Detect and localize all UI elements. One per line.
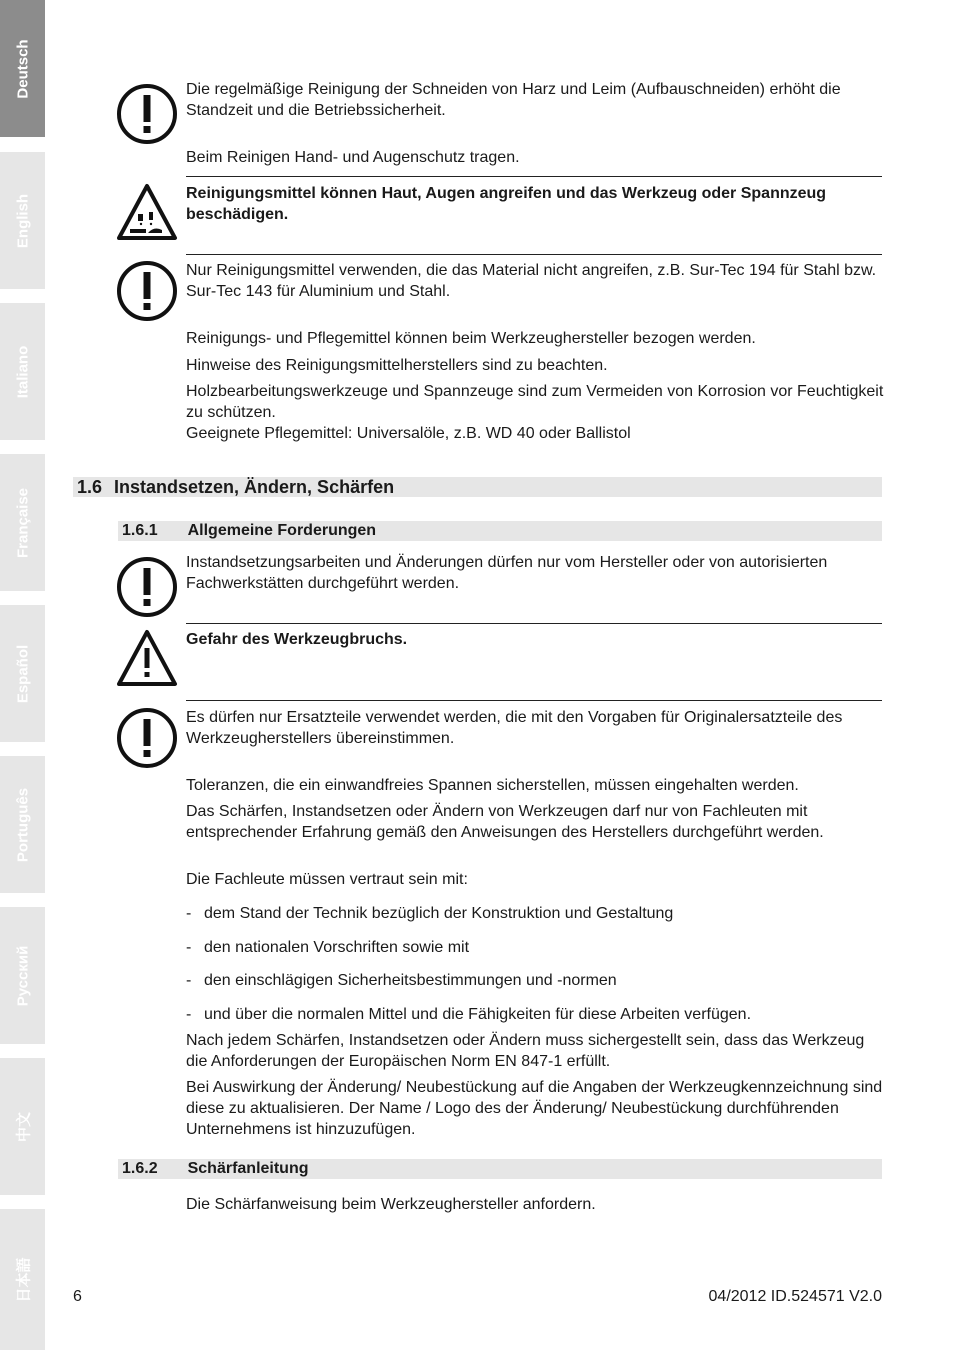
subsection-heading: 1.6.2 Schärfanleitung <box>118 1159 882 1179</box>
paragraph-sharpening-guide: Die Schärfanweisung beim Werkzeughersteller anfordern. <box>186 1196 596 1213</box>
document-id: 04/2012 ID.524571 V2.0 <box>708 1288 882 1305</box>
tab-japanese[interactable]: 日本語 <box>0 1209 45 1350</box>
subsection-heading: 1.6.1 Allgemeine Forderungen <box>118 521 882 541</box>
list-bullet: - <box>186 1006 192 1023</box>
page-number: 6 <box>73 1288 82 1305</box>
tab-russian[interactable]: Русский <box>0 907 45 1044</box>
warning-tool-breakage: Gefahr des Werkzeugbruchs. <box>186 631 408 648</box>
tab-chinese[interactable]: 中文 <box>0 1058 45 1195</box>
warning-cleaning-agents: Reinigungsmittel können Haut, Augen angreifen und das Werkzeug oder Spannzeug beschädigen. <box>186 185 827 223</box>
divider <box>186 254 882 255</box>
paragraph-care-agents: Geeignete Pflegemittel: Universalöle, z.B. WD 40 oder Ballistol <box>186 425 631 442</box>
tab-portugues[interactable]: Português <box>0 756 45 893</box>
divider <box>186 700 882 701</box>
tab-espanol[interactable]: Español <box>0 605 45 742</box>
paragraph-supply: Reinigungs- und Pflegemittel können beim Werkzeughersteller bezogen werden. <box>186 330 756 347</box>
note-authorized-repair: Instandsetzungsarbeiten und Änderungen dürfen nur vom Hersteller oder von autorisierten Fachwerkstätten durchgeführt werden. <box>186 554 828 592</box>
tab-francaise[interactable]: Française <box>0 454 45 591</box>
list-bullet: - <box>186 972 192 989</box>
paragraph-corrosion: Holzbearbeitungswerkzeuge und Spannzeuge sind zum Vermeiden von Korrosion vor Feuchtigkeit zu schützen. <box>186 383 884 421</box>
list-item: den einschlägigen Sicherheitsbestimmungen und -normen <box>204 972 617 989</box>
note-cleaning-benefit: Die regelmäßige Reinigung der Schneiden von Harz und Leim (Aufbauschneiden) erhöht die Standzeit und die Betriebssicherheit. <box>186 81 841 119</box>
language-sidebar <box>0 0 46 1350</box>
tab-english[interactable]: English <box>0 152 45 289</box>
notice-exclamation-icon <box>116 83 178 145</box>
tab-italiano[interactable]: Italiano <box>0 303 45 440</box>
list-item: dem Stand der Technik bezüglich der Konstruktion und Gestaltung <box>204 905 674 922</box>
paragraph-sharpening: Das Schärfen, Instandsetzen oder Ändern von Werkzeugen darf nur von Fachleuten mit entsprechender Erfahrung gemäß den Anweisungen des Herstellers durchgeführt werden. <box>186 803 824 841</box>
notice-exclamation-icon <box>116 556 178 618</box>
divider <box>186 176 882 177</box>
note-spare-parts: Es dürfen nur Ersatzteile verwendet werden, die mit den Vorgaben für Originalersatzteile des Werkzeugherstellers übereinstimmen. <box>186 709 843 747</box>
warning-triangle-icon <box>116 628 178 690</box>
corrosive-warning-icon <box>116 182 178 244</box>
paragraph-labeling: Bei Auswirkung der Änderung/ Neubestückung auf die Angaben der Werkzeugkennzeichnung sind diese zu aktualisieren. Der Name / Logo des der Änderung/ Neubestückung durchführenden Unternehmens ist hinzuzufügen. <box>186 1079 883 1138</box>
paragraph-norm: Nach jedem Schärfen, Instandsetzen oder Ändern muss sichergestellt sein, dass das Werkzeug die Anforderungen der Europäischen Norm EN 847-1 erfüllt. <box>186 1032 865 1070</box>
list-bullet: - <box>186 939 192 956</box>
list-item: den nationalen Vorschriften sowie mit <box>204 939 470 956</box>
paragraph-tolerances: Toleranzen, die ein einwandfreies Spannen sicherstellen, müssen eingehalten werden. <box>186 777 799 794</box>
paragraph-experts: Die Fachleute müssen vertraut sein mit: <box>186 871 468 888</box>
divider <box>186 623 882 624</box>
tab-deutsch[interactable]: Deutsch <box>0 0 45 137</box>
note-cleaning-agents: Nur Reinigungsmittel verwenden, die das Material nicht angreifen, z.B. Sur-Tec 194 für Stahl bzw. Sur-Tec 143 für Aluminium und Stahl. <box>186 262 877 300</box>
list-item: und über die normalen Mittel und die Fähigkeiten für diese Arbeiten verfügen. <box>204 1006 752 1023</box>
notice-exclamation-icon <box>116 707 178 769</box>
paragraph-hints: Hinweise des Reinigungsmittelherstellers sind zu beachten. <box>186 357 608 374</box>
list-bullet: - <box>186 905 192 922</box>
paragraph-protection: Beim Reinigen Hand- und Augenschutz tragen. <box>186 149 520 166</box>
notice-exclamation-icon <box>116 260 178 322</box>
section-heading: 1.6 Instandsetzen, Ändern, Schärfen <box>73 477 882 497</box>
